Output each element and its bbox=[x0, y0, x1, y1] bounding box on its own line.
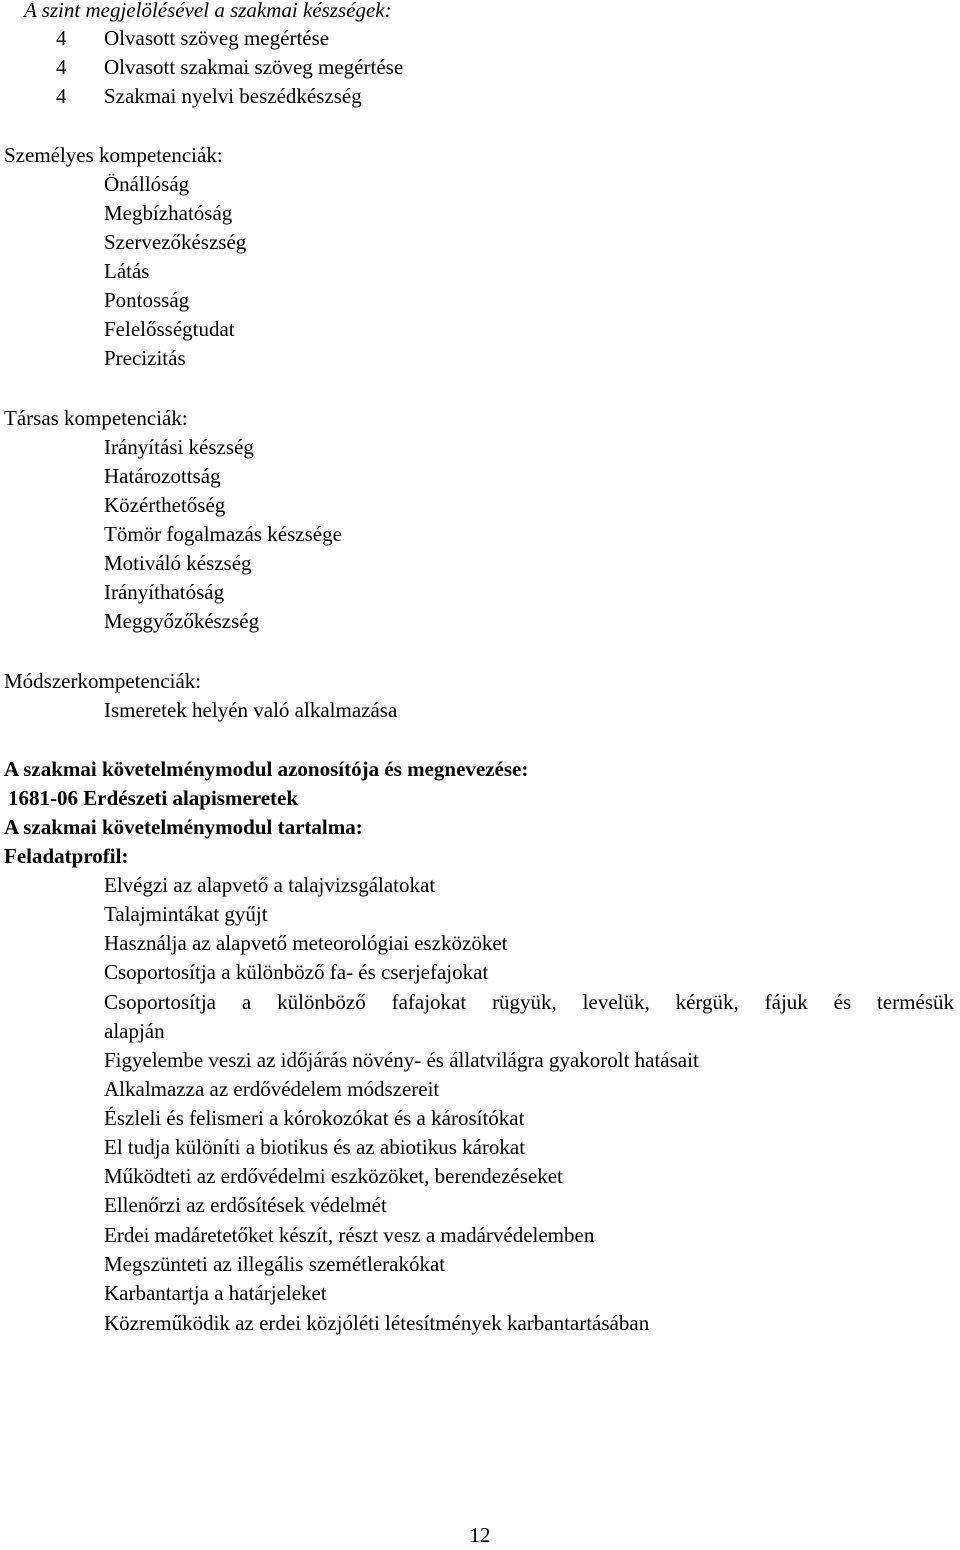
list-item: Motiváló készség bbox=[104, 551, 252, 575]
task-word: különböző bbox=[277, 990, 366, 1014]
task-item-continuation: alapján bbox=[104, 1019, 165, 1043]
list-item: Irányíthatóság bbox=[104, 580, 225, 604]
skill-level-text: Olvasott szakmai szöveg megértése bbox=[104, 55, 404, 79]
list-item: Meggyőzőkészség bbox=[104, 609, 260, 633]
skill-level-text: Szakmai nyelvi beszédkészség bbox=[104, 84, 362, 108]
task-item: Figyelembe veszi az időjárás növény- és állatvilágra gyakorolt hatásait bbox=[104, 1048, 699, 1072]
list-item: Tömör fogalmazás készsége bbox=[104, 522, 342, 546]
task-item: Talajmintákat gyűjt bbox=[104, 902, 268, 926]
skill-level-number: 4 bbox=[56, 26, 67, 50]
list-item: Irányítási készség bbox=[104, 435, 254, 459]
list-item: Precizitás bbox=[104, 346, 186, 370]
task-item: Közreműködik az erdei közjóléti létesítmények karbantartásában bbox=[104, 1311, 650, 1335]
task-item: Elvégzi az alapvető a talajvizsgálatokat bbox=[104, 873, 436, 897]
skill-level-number: 4 bbox=[56, 55, 67, 79]
list-item: Közérthetőség bbox=[104, 493, 226, 517]
list-item: Felelősségtudat bbox=[104, 317, 235, 341]
list-item: Ismeretek helyén való alkalmazása bbox=[104, 698, 398, 722]
task-item: Csoportosítja a különböző fa- és cserjefajokat bbox=[104, 960, 489, 984]
task-word: a bbox=[241, 990, 252, 1014]
task-word: fájuk bbox=[764, 990, 808, 1014]
task-word: rügyük, bbox=[492, 990, 557, 1014]
task-word: kérgük, bbox=[675, 990, 739, 1014]
task-profile-heading: Feladatprofil: bbox=[4, 844, 129, 868]
personal-competencies-heading: Személyes kompetenciák: bbox=[4, 143, 223, 167]
task-word: Csoportosítja bbox=[104, 990, 217, 1014]
skill-level-number: 4 bbox=[56, 84, 67, 108]
task-item: Ellenőrzi az erdősítések védelmét bbox=[104, 1193, 387, 1217]
module-id-heading: A szakmai követelménymodul azonosítója és megnevezése: bbox=[4, 757, 529, 781]
task-item-justified bbox=[104, 988, 954, 1017]
task-item: Karbantartja a határjeleket bbox=[104, 1281, 327, 1305]
task-item: Észleli és felismeri a kórokozókat és a károsítókat bbox=[104, 1106, 525, 1130]
social-competencies-heading: Társas kompetenciák: bbox=[4, 406, 188, 430]
task-item: Használja az alapvető meteorológiai eszközöket bbox=[104, 931, 508, 955]
skill-level-row bbox=[0, 24, 954, 53]
method-competencies-heading: Módszerkompetenciák: bbox=[4, 669, 202, 693]
list-item: Szervezőkészség bbox=[104, 230, 247, 254]
task-word: és bbox=[833, 990, 852, 1014]
list-item: Határozottság bbox=[104, 464, 221, 488]
task-item: Erdei madáretetőket készít, részt vesz a madárvédelemben bbox=[104, 1223, 595, 1247]
skill-level-text: Olvasott szöveg megértése bbox=[104, 26, 330, 50]
task-item: Alkalmazza az erdővédelem módszereit bbox=[104, 1077, 440, 1101]
list-item: Pontosság bbox=[104, 288, 190, 312]
skill-level-row bbox=[0, 82, 954, 111]
task-item: Megszünteti az illegális szemétlerakókat bbox=[104, 1252, 446, 1276]
task-item: Működteti az erdővédelmi eszközöket, berendezéseket bbox=[104, 1164, 563, 1188]
skill-levels-heading: A szint megjelölésével a szakmai készségek: bbox=[24, 0, 392, 22]
module-content-heading: A szakmai követelménymodul tartalma: bbox=[4, 815, 363, 839]
task-word: levelük, bbox=[582, 990, 650, 1014]
list-item: Megbízhatóság bbox=[104, 201, 233, 225]
task-word: fafajokat bbox=[391, 990, 467, 1014]
list-item: Látás bbox=[104, 259, 150, 283]
list-item: Önállóság bbox=[104, 172, 190, 196]
page-number: 12 bbox=[469, 1523, 491, 1547]
task-word: termésük bbox=[877, 990, 954, 1014]
module-id-value: 1681-06 Erdészeti alapismeretek bbox=[8, 786, 299, 810]
task-item: El tudja különíti a biotikus és az abiotikus károkat bbox=[104, 1135, 526, 1159]
skill-level-row bbox=[0, 53, 954, 82]
